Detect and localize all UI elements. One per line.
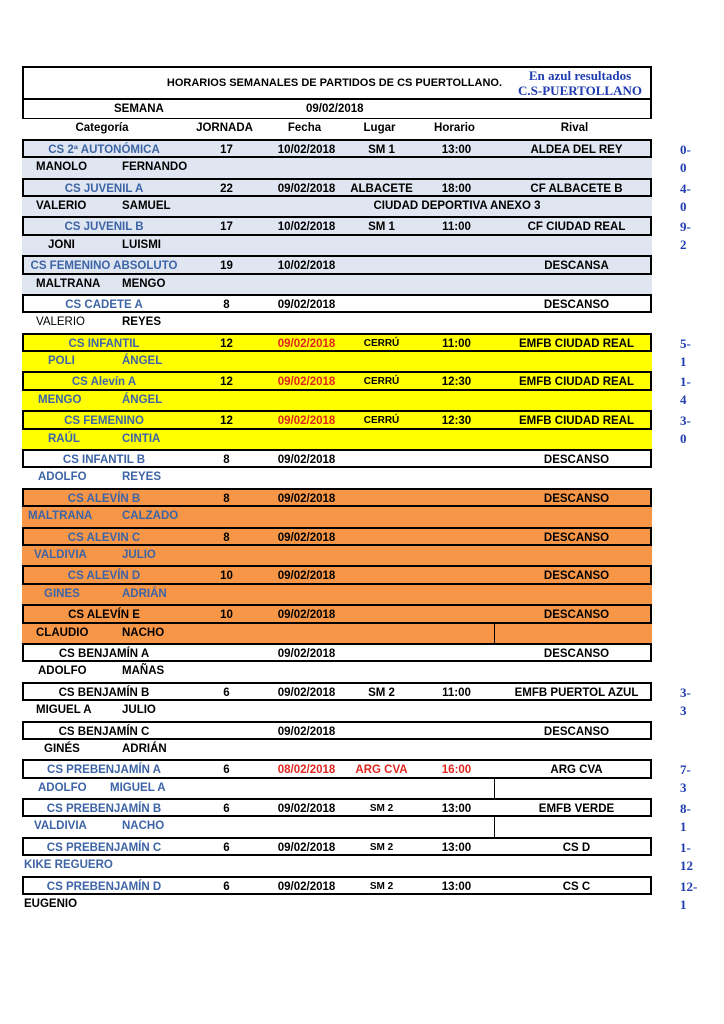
player-2: REYES xyxy=(122,471,161,484)
team-jornada: 17 xyxy=(220,221,233,234)
team-lugar: ALBACETE xyxy=(350,182,413,195)
players-row xyxy=(22,779,652,798)
venue-note: CIUDAD DEPORTIVA ANEXO 3 xyxy=(373,199,541,212)
player-1: ADOLFO xyxy=(38,781,87,794)
players-row xyxy=(22,275,652,294)
team-category: CS PREBENJAMÍN D xyxy=(46,880,162,893)
player-1: VALERIO xyxy=(36,316,85,329)
team-jornada: 6 xyxy=(223,764,230,777)
team-lugar: CERRÚ xyxy=(363,376,400,388)
cell-divider xyxy=(494,624,495,643)
players-row xyxy=(22,391,652,410)
team-category: CS Alevín A xyxy=(71,376,137,389)
team-jornada: 12 xyxy=(220,376,233,389)
player-1: MALTRANA xyxy=(36,277,101,290)
player-2: CINTIA xyxy=(122,432,161,445)
team-category: CS BENJAMÍN C xyxy=(58,725,150,738)
players-row xyxy=(22,158,652,177)
team-jornada: 10 xyxy=(220,609,233,622)
team-fecha: 09/02/2018 xyxy=(277,609,336,622)
result-score: 1-12 xyxy=(680,839,693,873)
result-score: 0-0 xyxy=(680,141,691,175)
team-lugar: CERRÚ xyxy=(363,415,400,427)
team-lugar: SM 1 xyxy=(368,143,395,156)
team-category: CS ALEVÍN B xyxy=(67,492,141,505)
team-row xyxy=(22,449,652,468)
players-row xyxy=(22,236,652,255)
player-1: ADOLFO xyxy=(38,665,87,678)
team-fecha: 09/02/2018 xyxy=(277,415,336,428)
title-box xyxy=(22,66,652,100)
team-lugar xyxy=(344,451,419,466)
team-jornada xyxy=(189,723,264,738)
team-fecha: 09/02/2018 xyxy=(277,725,336,738)
team-fecha: 09/02/2018 xyxy=(277,531,336,544)
column-header-row xyxy=(22,119,652,138)
team-jornada: 12 xyxy=(220,415,233,428)
team-row xyxy=(22,565,652,584)
player-1: RAÚL xyxy=(48,432,80,445)
team-rival: ALDEA DEL REY xyxy=(530,143,623,156)
team-horario xyxy=(419,296,494,311)
players-row xyxy=(22,740,652,759)
team-fecha: 09/02/2018 xyxy=(277,492,336,505)
player-2: NACHO xyxy=(122,626,165,639)
team-fecha: 10/02/2018 xyxy=(277,143,336,156)
player-1: JONI xyxy=(48,238,75,251)
player-1: EUGENIO xyxy=(24,898,78,911)
team-horario: 11:00 xyxy=(442,337,471,350)
results-note-line1: En azul resultados xyxy=(528,68,632,83)
team-jornada: 8 xyxy=(223,531,230,544)
player-2: MENGO xyxy=(122,277,166,290)
team-lugar: CERRÚ xyxy=(363,337,400,349)
player-1: VALERIO xyxy=(36,199,87,212)
team-jornada: 22 xyxy=(220,182,233,195)
team-rival: EMFB CIUDAD REAL xyxy=(519,376,634,389)
result-score: 3-0 xyxy=(680,413,691,447)
players-row xyxy=(22,352,652,371)
team-horario xyxy=(419,451,494,466)
team-category: CS INFANTIL xyxy=(68,337,140,350)
player-1: MENGO xyxy=(38,393,82,406)
result-score: 12-1 xyxy=(680,878,698,912)
team-lugar: SM 1 xyxy=(368,221,395,234)
team-fecha: 10/02/2018 xyxy=(277,260,336,273)
player-1: VALDIVIA xyxy=(34,548,87,561)
players-row xyxy=(22,662,652,681)
team-fecha: 09/02/2018 xyxy=(277,647,336,660)
col-rival: Rival xyxy=(560,122,589,135)
player-2: CALZADO xyxy=(122,510,179,523)
player-2: ADRIÁN xyxy=(122,587,167,600)
result-score: 4-0 xyxy=(680,180,691,214)
team-category: CS 2ª AUTONÓMICA xyxy=(48,143,160,156)
player-2: MIGUEL A xyxy=(110,781,166,794)
team-lugar: SM 2 xyxy=(369,803,394,815)
team-rival: CS D xyxy=(562,841,591,854)
team-fecha: 09/02/2018 xyxy=(277,880,336,893)
team-rival: EMFB PUERTOL AZUL xyxy=(514,686,639,699)
result-score: 7-3 xyxy=(680,762,691,796)
player-1: MALTRANA xyxy=(28,510,93,523)
team-horario: 18:00 xyxy=(441,182,472,195)
col-horario: Horario xyxy=(434,122,475,135)
players-row xyxy=(22,507,652,526)
team-fecha: 09/02/2018 xyxy=(277,803,336,816)
players-row xyxy=(22,197,652,216)
team-category: CS BENJAMÍN A xyxy=(58,647,150,660)
team-fecha: 09/02/2018 xyxy=(277,454,336,467)
col-lugar: Lugar xyxy=(363,122,396,135)
team-jornada: 19 xyxy=(220,260,233,273)
team-category: CS BENJAMÍN B xyxy=(58,686,150,699)
team-jornada: 10 xyxy=(220,570,233,583)
player-2: LUISMI xyxy=(122,238,161,251)
team-horario xyxy=(419,645,494,660)
result-score: 3-3 xyxy=(680,684,691,718)
player-2: ADRIÁN xyxy=(122,742,167,755)
team-horario: 13:00 xyxy=(441,841,472,854)
team-horario: 12:30 xyxy=(441,415,472,428)
team-lugar xyxy=(344,257,419,272)
team-fecha: 09/02/2018 xyxy=(277,182,336,195)
team-jornada xyxy=(189,645,264,660)
cell-divider xyxy=(494,817,495,836)
team-fecha: 09/02/2018 xyxy=(277,298,336,311)
team-horario xyxy=(419,723,494,738)
team-category: CS FEMENINO ABSOLUTO xyxy=(30,260,178,273)
cell-divider xyxy=(494,779,495,798)
team-lugar xyxy=(344,490,419,505)
team-lugar: SM 2 xyxy=(369,841,394,853)
team-rival: DESCANSO xyxy=(543,725,610,738)
team-fecha: 09/02/2018 xyxy=(277,841,336,854)
team-jornada: 8 xyxy=(223,298,230,311)
team-lugar xyxy=(344,529,419,544)
player-2: FERNANDO xyxy=(122,161,188,174)
team-category: CS CADETE A xyxy=(65,298,143,311)
team-lugar: SM 2 xyxy=(368,686,395,699)
team-lugar xyxy=(344,606,419,621)
team-horario xyxy=(419,529,494,544)
players-row xyxy=(22,468,652,487)
team-horario: 16:00 xyxy=(441,764,472,777)
player-2: ÁNGEL xyxy=(122,355,163,368)
week-value: 09/02/2018 xyxy=(306,103,364,115)
player-1: CLAUDIO xyxy=(36,626,89,639)
team-category: CS JUVENIL B xyxy=(64,221,144,234)
results-note-line2: C.S-PUERTOLLANO xyxy=(518,83,642,98)
team-horario xyxy=(419,567,494,582)
team-jornada: 6 xyxy=(223,686,230,699)
players-row xyxy=(22,430,652,449)
player-1: POLI xyxy=(48,355,75,368)
team-row xyxy=(22,721,652,740)
page-title: HORARIOS SEMANALES DE PARTIDOS DE CS PUERTOLLANO. xyxy=(166,77,502,89)
team-rival: EMFB CIUDAD REAL xyxy=(519,337,634,350)
team-rival: CF ALBACETE B xyxy=(530,182,623,195)
team-rival: EMFB CIUDAD REAL xyxy=(519,415,634,428)
team-horario: 11:00 xyxy=(442,221,471,234)
player-1: GINES xyxy=(44,587,80,600)
team-category: CS PREBENJAMÍN B xyxy=(46,803,162,816)
team-jornada: 12 xyxy=(220,337,233,350)
team-rival: DESCANSO xyxy=(543,531,610,544)
players-row xyxy=(22,546,652,565)
team-jornada: 6 xyxy=(223,880,230,893)
player-1: GINÉS xyxy=(44,742,80,755)
team-rival: EMFB VERDE xyxy=(538,803,615,816)
players-row xyxy=(22,585,652,604)
team-row xyxy=(22,527,652,546)
team-category: CS ALEVÍN D xyxy=(67,570,141,583)
player-2: MAÑAS xyxy=(122,665,165,678)
players-row xyxy=(22,624,652,643)
result-score: 5-1 xyxy=(680,335,691,369)
player-2: ÁNGEL xyxy=(122,393,163,406)
player-1: MIGUEL A xyxy=(36,704,92,717)
team-category: CS JUVENIL A xyxy=(64,182,144,195)
schedule-sheet xyxy=(22,66,698,914)
team-horario: 13:00 xyxy=(441,880,472,893)
team-lugar xyxy=(344,645,419,660)
team-rival: DESCANSA xyxy=(544,260,609,273)
team-horario: 13:00 xyxy=(441,143,472,156)
team-jornada: 8 xyxy=(223,492,230,505)
team-category: CS ALEVIN C xyxy=(67,531,141,544)
team-fecha: 10/02/2018 xyxy=(277,221,336,234)
team-lugar xyxy=(344,723,419,738)
team-lugar: ARG CVA xyxy=(355,764,408,777)
team-category: CS INFANTIL B xyxy=(62,454,146,467)
team-rival: DESCANSO xyxy=(543,570,610,583)
team-rival: ARG CVA xyxy=(550,764,603,777)
col-fecha: Fecha xyxy=(287,122,322,135)
team-horario: 12:30 xyxy=(441,376,472,389)
result-score: 1-4 xyxy=(680,374,691,408)
team-rival: DESCANSO xyxy=(543,492,610,505)
player-2: JULIO xyxy=(122,548,156,561)
team-category: CS FEMENINO xyxy=(64,415,144,428)
team-category: CS ALEVÍN E xyxy=(68,609,140,622)
player-2: SAMUEL xyxy=(122,199,171,212)
team-fecha: 09/02/2018 xyxy=(277,337,336,350)
team-jornada: 6 xyxy=(223,803,230,816)
players-row xyxy=(22,895,652,914)
team-fecha: 09/02/2018 xyxy=(277,686,336,699)
week-label: SEMANA xyxy=(114,103,164,115)
team-fecha: 09/02/2018 xyxy=(277,376,336,389)
team-row xyxy=(22,255,652,274)
result-score: 8-1 xyxy=(680,801,691,835)
team-rival: CS C xyxy=(562,880,591,893)
team-rival: DESCANSO xyxy=(543,647,610,660)
team-horario: 11:00 xyxy=(442,686,471,699)
player-1: VALDIVIA xyxy=(34,820,87,833)
team-category: CS PREBENJAMÍN C xyxy=(46,841,162,854)
team-horario: 13:00 xyxy=(441,803,472,816)
team-horario xyxy=(419,490,494,505)
team-jornada: 6 xyxy=(223,841,230,854)
result-score: 9-2 xyxy=(680,219,691,253)
team-fecha: 08/02/2018 xyxy=(277,764,336,777)
team-row xyxy=(22,643,652,662)
team-category: CS PREBENJAMÍN A xyxy=(47,764,161,777)
team-rival: DESCANSO xyxy=(543,454,610,467)
players-row xyxy=(22,701,652,720)
players-row xyxy=(22,856,652,875)
player-2: REYES xyxy=(122,316,161,329)
col-jornada: JORNADA xyxy=(196,122,253,135)
team-lugar xyxy=(344,296,419,311)
week-row xyxy=(22,100,652,119)
team-fecha: 09/02/2018 xyxy=(277,570,336,583)
team-row xyxy=(22,294,652,313)
team-row xyxy=(22,604,652,623)
player-2: JULIO xyxy=(122,704,156,717)
team-row xyxy=(22,488,652,507)
player-1: KIKE REGUERO xyxy=(24,859,113,872)
team-rival: DESCANSO xyxy=(543,609,610,622)
team-lugar xyxy=(344,567,419,582)
team-jornada: 8 xyxy=(223,454,230,467)
team-lugar: SM 2 xyxy=(369,880,394,892)
team-horario xyxy=(419,257,494,272)
col-categoria: Categoría xyxy=(75,122,129,135)
players-row xyxy=(22,313,652,332)
player-1: ADOLFO xyxy=(38,471,87,484)
player-2: NACHO xyxy=(122,820,165,833)
team-jornada: 17 xyxy=(220,143,233,156)
players-row xyxy=(22,817,652,836)
team-rival: DESCANSO xyxy=(543,298,610,311)
results-note xyxy=(511,68,649,98)
team-horario xyxy=(419,606,494,621)
team-rival: CF CIUDAD REAL xyxy=(527,221,626,234)
player-1: MANOLO xyxy=(36,161,88,174)
